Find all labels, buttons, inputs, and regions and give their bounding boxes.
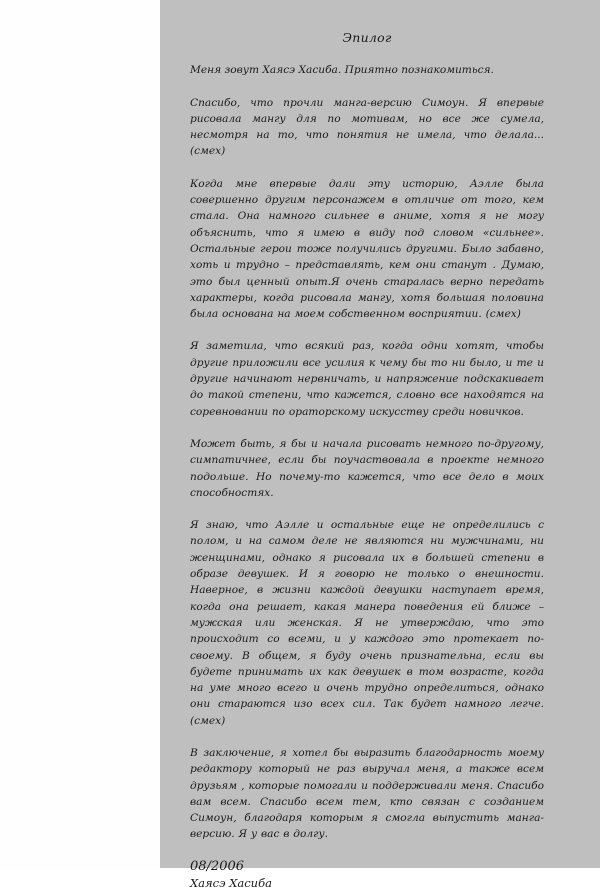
paragraph-thanks: Спасибо, что прочли манга-версию Симоун. Я впервые рисовала мангу для по мотивам, но все же сумела, несмотря на то, что понятия не имела, что делала... (смех) — [190, 96, 544, 158]
paragraph-drawing-style: Может быть, я бы и начала рисовать немного по-другому, симпатичнее, если бы поучаствовала в проекте немного подольше. Но почему-то кажется, что все дело в моих способностях. — [190, 437, 544, 499]
intro-line: Меня зовут Хаясэ Хасиба. Приятно познакомиться. — [190, 64, 494, 77]
document-body — [190, 30, 544, 891]
page-left-margin — [0, 0, 160, 868]
page-title: Эпилог — [342, 30, 392, 45]
paragraph-conclusion: В заключение, я хотел бы выразить благодарность моему редактору который не раз выручал меня, а также всем друзьям , которые помогали и поддерживали меня. Спасибо вам всем. Спасибо всем тем, кто связан с созданием Симоун, благодаря которым я смогла выпустить манга-версию. Я у вас в долгу. — [190, 746, 544, 841]
date-line: 08/2006 — [190, 858, 245, 874]
author-signature: Хаясэ Хасиба — [190, 875, 272, 890]
paragraph-nervousness: Я заметила, что всякий раз, когда одни хотят, чтобы другие приложили все усилия к чему бы то ни было, и те и другие начинают нервничать, и напряжение подскакивает до такой степени, что кажется, словно все находятся на соревновании по ораторскому искусству среди новичков. — [190, 340, 544, 418]
paragraph-gender: Я знаю, что Аэлле и остальные еще не определились с полом, и на самом деле не являются ни мужчинами, ни женщинами, однако я рисовала их в большей степени в образе девушек. И я говорю не только о внешности. Наверное, в жизни каждой девушки наступает время, когда она решает, какая манера поведения ей ближе – мужская или женская. Я не утверждаю, что это происходит со всеми, и у каждого это протекает по-своему. В общем, я буду очень признательна, если вы будете принимать их как девушек в том возрасте, когда на уме много всего и очень трудно определиться, однако они стараются изо всех сил. Так будет намного легче. (смех) — [190, 519, 544, 727]
paragraph-characters: Когда мне впервые дали эту историю, Аэлле была совершенно другим персонажем в отличие от того, кем стала. Она намного сильнее в аниме, хотя я не могу объяснить, что я имею в виду под словом «сильнее». Остальные герои тоже получились другими. Было забавно, хоть и трудно – представлять, кем они станут . Думаю, это был ценный опыт.Я очень старалась верно передать характеры, когда рисовала мангу, хотя большая половина была основана на моем собственном восприятии. (смех) — [190, 177, 544, 321]
